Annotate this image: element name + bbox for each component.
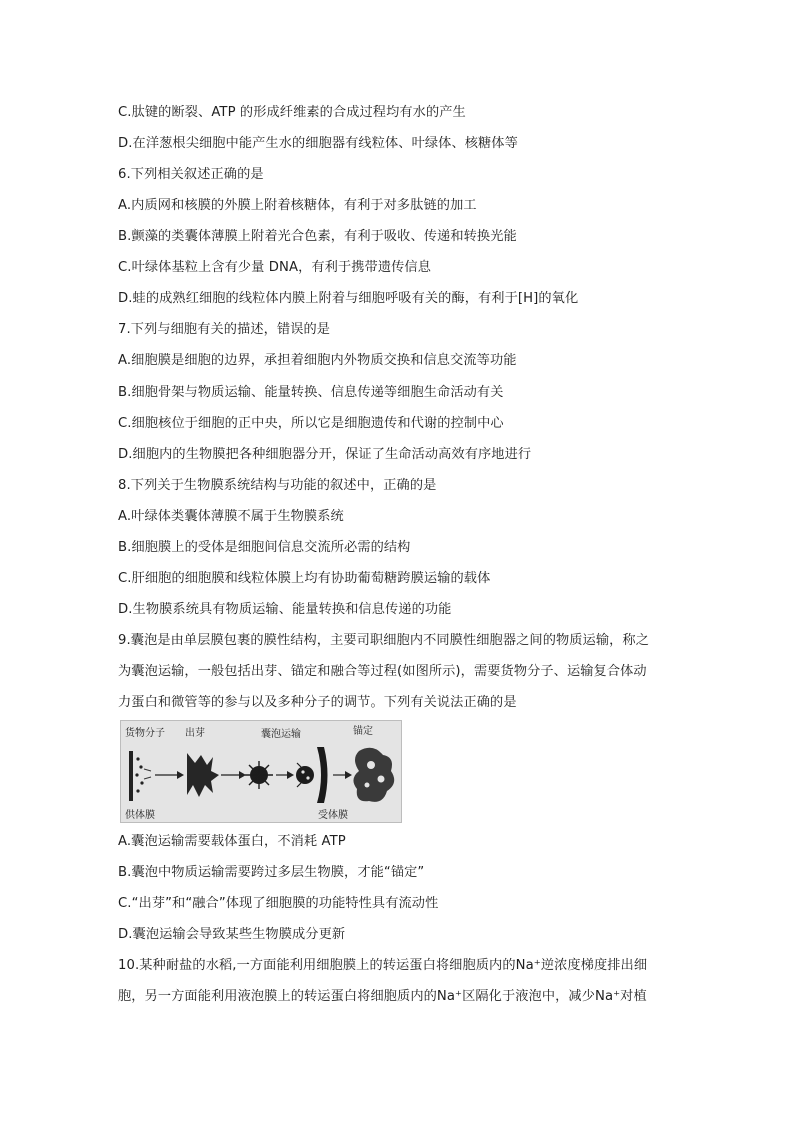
question-9-stem-line-1: 9.囊泡是由单层膜包裹的膜性结构，主要司职细胞内不同膜性细胞器之间的物质运输，称之 (118, 633, 649, 648)
question-9-option-a: A.囊泡运输需要载体蛋白，不消耗 ATP (118, 834, 346, 849)
question-8-option-a: A.叶绿体类囊体薄膜不属于生物膜系统 (118, 509, 344, 524)
anchored-hole-3 (365, 783, 370, 788)
question-9-option-c: C.“出芽”和“融合”体现了细胞膜的功能特性具有流动性 (118, 896, 439, 911)
docking-vesicle-shape (296, 763, 314, 787)
anchored-hole-1 (367, 761, 375, 769)
question-5-option-d: D.在洋葱根尖细胞中能产生水的细胞器有线粒体、叶绿体、核糖体等 (118, 136, 518, 151)
donor-membrane-shape (129, 751, 151, 801)
question-7-option-d: D.细胞内的生物膜把各种细胞器分开，保证了生命活动高效有序地进行 (118, 447, 532, 462)
arrow-2-head (239, 771, 246, 779)
question-8-option-c: C.肝细胞的细胞膜和线粒体膜上均有协助葡萄糖跨膜运输的载体 (118, 571, 491, 586)
question-9-option-b: B.囊泡中物质运输需要跨过多层生物膜，才能“锚定” (118, 865, 425, 880)
label-budding: 出芽 (185, 728, 205, 739)
question-7-option-c: C.细胞核位于细胞的正中央，所以它是细胞遗传和代谢的控制中心 (118, 416, 504, 431)
anchored-hole-2 (378, 776, 385, 783)
question-6-option-d: D.蛙的成熟红细胞的线粒体内膜上附着与细胞呼吸有关的酶，有利于[H]的氧化 (118, 291, 579, 306)
question-7-option-a: A.细胞膜是细胞的边界，承担着细胞内外物质交换和信息交流等功能 (118, 353, 517, 368)
question-6-option-c: C.叶绿体基粒上含有少量 DNA，有利于携带遗传信息 (118, 260, 431, 275)
question-10-line-1: 10.某种耐盐的水稻,一方面能利用细胞膜上的转运蛋白将细胞质内的Na⁺逆浓度梯度排出细 (118, 958, 648, 973)
vesicle-shape (245, 761, 273, 789)
question-8-option-b: B.细胞膜上的受体是细胞间信息交流所必需的结构 (118, 540, 411, 555)
question-6-option-b: B.颤藻的类囊体薄膜上附着光合色素，有利于吸收、传递和转换光能 (118, 229, 517, 244)
question-9-option-d: D.囊泡运输会导致某些生物膜成分更新 (118, 927, 346, 942)
question-5-option-c: C.肽键的断裂、ATP 的形成纤维素的合成过程均有水的产生 (118, 105, 466, 120)
arrow-1-head (177, 771, 184, 779)
budding-shape (187, 753, 219, 797)
question-8-option-d: D.生物膜系统具有物质运输、能量转换和信息传递的功能 (118, 602, 452, 617)
question-7-option-b: B.细胞骨架与物质运输、能量转换、信息传递等细胞生命活动有关 (118, 385, 504, 400)
question-8-stem: 8.下列关于生物膜系统结构与功能的叙述中，正确的是 (118, 478, 437, 493)
question-9-stem-line-2: 为囊泡运输，一般包括出芽、锚定和融合等过程(如图所示)，需要货物分子、运输复合体动 (118, 664, 647, 679)
question-9-stem-line-3: 力蛋白和微管等的参与以及多种分子的调节。下列有关说法正确的是 (118, 695, 517, 710)
label-receptor-membrane: 受体膜 (318, 810, 348, 821)
label-donor-membrane: 供体膜 (125, 810, 155, 821)
anchored-vesicle-shape (353, 748, 394, 802)
vesicle-transport-diagram (121, 721, 403, 824)
label-vesicle-transport: 囊泡运输 (261, 729, 301, 740)
question-7-stem: 7.下列与细胞有关的描述，错误的是 (118, 322, 331, 337)
label-anchoring: 锚定 (353, 726, 373, 737)
arrow-4-head (345, 771, 352, 779)
receptor-membrane-shape (317, 747, 328, 803)
label-cargo-molecules: 货物分子 (125, 728, 165, 739)
question-6-option-a: A.内质网和核膜的外膜上附着核糖体，有利于对多肽链的加工 (118, 198, 477, 213)
question-10-line-2: 胞，另一方面能利用液泡膜上的转运蛋白将细胞质内的Na⁺区隔化于液泡中，减少Na⁺对植 (118, 989, 647, 1004)
arrow-3-head (287, 771, 294, 779)
question-6-stem: 6.下列相关叙述正确的是 (118, 167, 264, 182)
vesicle-transport-figure (120, 720, 402, 823)
